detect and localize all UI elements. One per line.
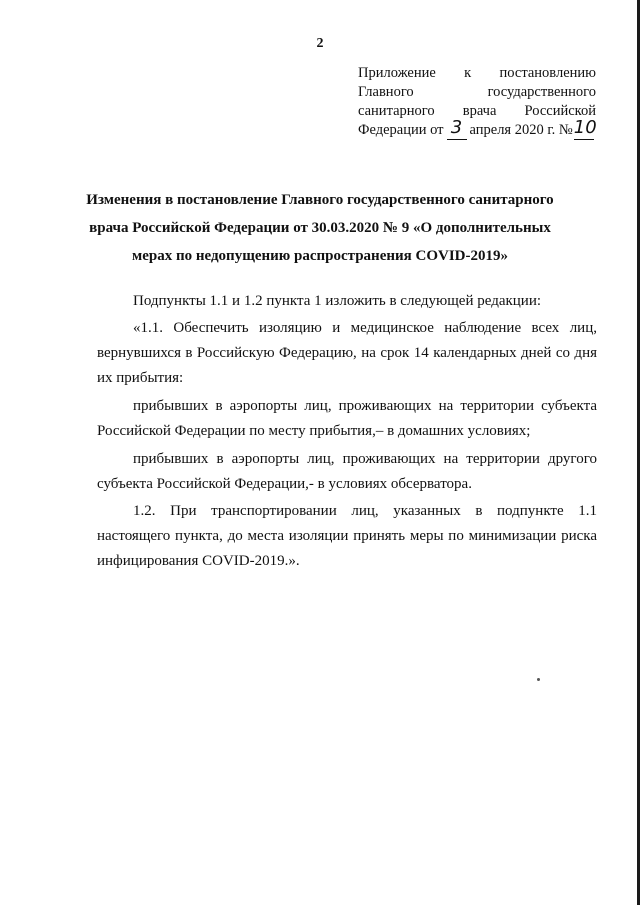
appendix-word: Приложение — [358, 65, 436, 81]
body-line: 1.2. При транспортировании лиц, указанных в подпункте 1.1 — [133, 503, 597, 519]
body-line: субъекта Российской Федерации,- в условиях обсерватора. — [97, 476, 472, 492]
document-title — [70, 186, 570, 270]
appendix-word: санитарного — [358, 103, 435, 119]
appendix-date-line — [358, 117, 597, 140]
body-line: «1.1. Обеспечить изоляцию и медицинское наблюдение всех лиц, — [133, 320, 597, 336]
title-line: врача Российской Федерации от 30.03.2020 № 9 «О дополнительных — [89, 220, 551, 236]
paragraph-1-2 — [97, 499, 597, 574]
paragraph-intro — [97, 289, 597, 314]
appendix-date-prefix: Федерации от — [358, 122, 444, 138]
body-line: вернувшихся в Российскую Федерацию, на срок 14 календарных дней со дня — [97, 345, 597, 361]
paragraph-home-isolation — [97, 394, 597, 444]
appendix-line — [358, 64, 596, 83]
appendix-word: постановлению — [499, 65, 596, 81]
body-line: их прибытия: — [97, 370, 184, 386]
appendix-word: к — [464, 65, 472, 81]
paragraph-observatory — [97, 447, 597, 497]
appendix-word: государственного — [487, 84, 596, 100]
body-line: Российской Федерации по месту прибытия,– в домашних условиях; — [97, 423, 531, 439]
appendix-word: Главного — [358, 84, 414, 100]
scan-speck — [537, 678, 540, 681]
body-line: инфицирования COVID-2019.». — [97, 553, 300, 569]
title-line: Изменения в постановление Главного государственного санитарного — [86, 192, 554, 208]
appendix-word: Российской — [524, 103, 596, 119]
body-line: прибывших в аэропорты лиц, проживающих на территории субъекта — [133, 398, 597, 414]
appendix-date-middle: апреля 2020 г. № — [469, 122, 573, 138]
appendix-word: врача — [462, 103, 497, 119]
appendix-header — [358, 64, 596, 140]
handwritten-number: 10 — [573, 117, 597, 138]
body-line: настоящего пункта, до места изоляции принять меры по минимизации риска — [97, 528, 597, 544]
paragraph-1-1 — [97, 316, 597, 391]
body-line: прибывших в аэропорты лиц, проживающих на территории другого — [133, 451, 597, 467]
title-line: мерах по недопущению распространения COVID-2019» — [132, 248, 508, 264]
appendix-line — [358, 83, 596, 102]
page-number: 2 — [316, 36, 324, 51]
handwritten-day: 3 — [447, 121, 467, 140]
body-line: Подпункты 1.1 и 1.2 пункта 1 изложить в следующей редакции: — [133, 293, 542, 309]
appendix-line — [358, 102, 596, 121]
